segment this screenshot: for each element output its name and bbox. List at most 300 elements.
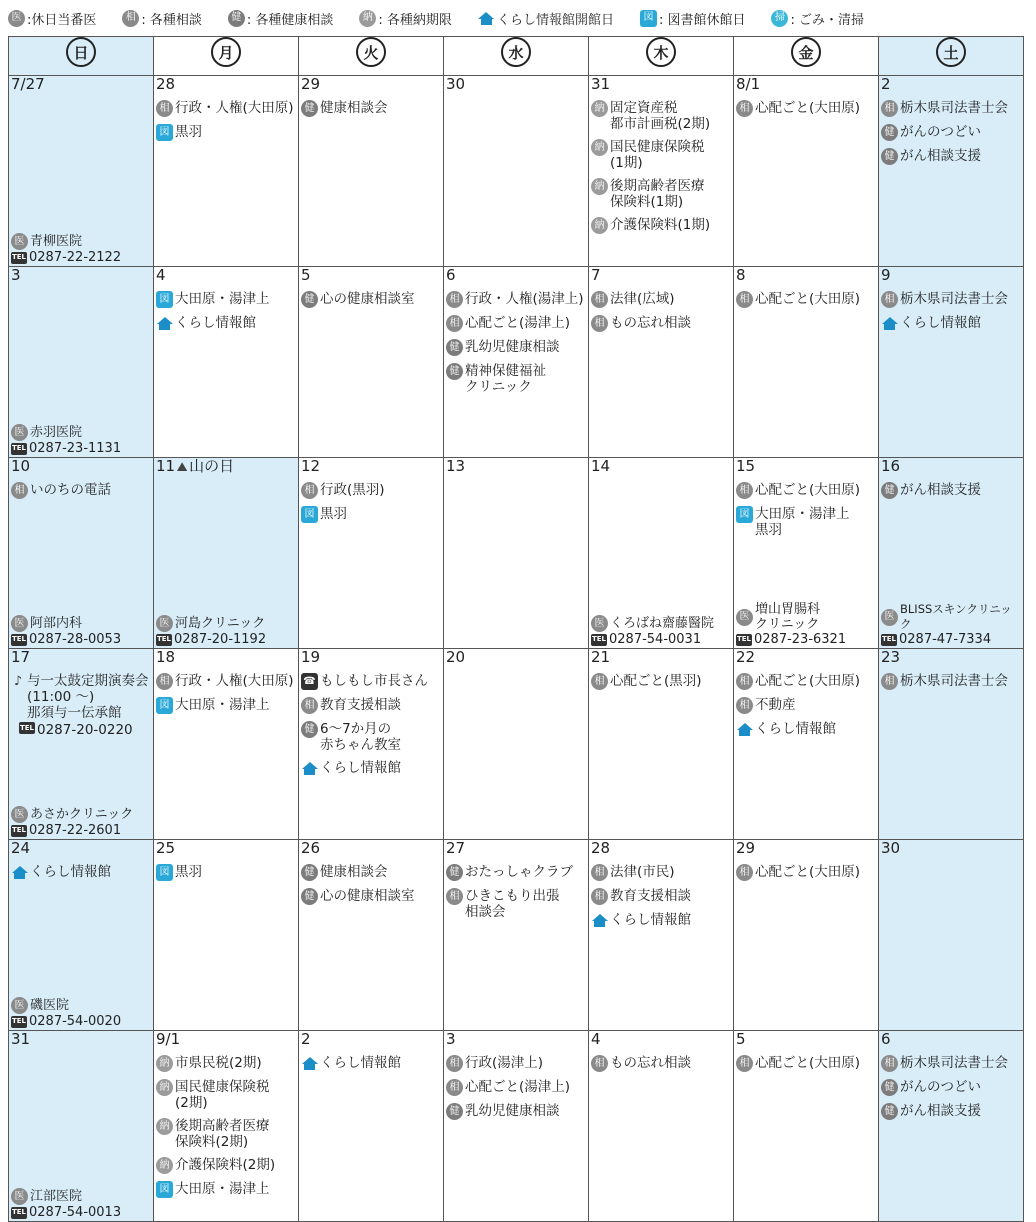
event-item (734, 721, 878, 738)
event-text: 健康相談会 (320, 100, 388, 116)
event-text: 市県民税(2期) (175, 1055, 262, 1071)
event-item (734, 291, 878, 308)
day-cell (879, 1031, 1024, 1222)
event-item (154, 291, 298, 308)
day-number (879, 76, 1023, 93)
weekday-label: 月 (211, 37, 241, 67)
tosho-icon: 図 (640, 10, 657, 27)
nou-icon: 納 (156, 1079, 173, 1096)
date-label: 4 (156, 266, 166, 284)
sou-icon: 相 (446, 1055, 463, 1072)
ken-icon: 健 (881, 124, 898, 141)
kurashi-icon (301, 760, 318, 777)
day-cell (589, 76, 734, 267)
event-text: 大田原・湯津上 (175, 697, 270, 713)
nou-icon: 納 (156, 1118, 173, 1135)
event-item (299, 673, 443, 690)
nou-icon: 納 (156, 1055, 173, 1072)
event-item (299, 697, 443, 714)
kurashi-icon (881, 315, 898, 332)
event-text: 6〜7か月の 赤ちゃん教室 (320, 721, 401, 753)
event-item (444, 315, 588, 332)
clinic-tel: 0287-28-0053 (29, 632, 122, 647)
day-cell (444, 458, 589, 649)
day-cell (734, 458, 879, 649)
event-text: がん相談支援 (900, 482, 981, 498)
sou-icon: 相 (446, 888, 463, 905)
day-number (734, 1031, 878, 1048)
clinic-name: 河島クリニック (175, 616, 266, 631)
day-number (444, 649, 588, 666)
ido-icon: 医 (156, 615, 173, 632)
clinic-name: 赤羽医院 (30, 425, 83, 440)
weekday-label: 火 (356, 37, 386, 67)
legend-label: : 各種納期限 (378, 12, 452, 28)
date-label: 30 (446, 75, 466, 93)
day-number (299, 76, 443, 93)
ido-icon: 医 (591, 615, 608, 632)
event-item (154, 697, 298, 714)
day-number (589, 1031, 733, 1048)
date-label: 17 (11, 648, 31, 666)
date-label: 29 (736, 839, 756, 857)
clinic-tel: 0287-47-7334 (899, 632, 992, 647)
sou-icon: 相 (301, 697, 318, 714)
event-item (299, 291, 443, 308)
sou-icon: 相 (881, 291, 898, 308)
ken-icon: 健 (446, 1103, 463, 1120)
tel-icon: TEL (11, 252, 27, 264)
tel-icon: TEL (881, 634, 897, 646)
event-item (879, 1079, 1023, 1096)
day-number (299, 458, 443, 475)
week-row (9, 649, 1024, 840)
ido-icon: 医 (11, 1188, 28, 1205)
duty-clinic (881, 602, 1023, 647)
tel-icon: TEL (156, 634, 172, 646)
event-text: もの忘れ相談 (610, 1055, 691, 1071)
kurashi-icon (11, 864, 28, 881)
event-item (589, 100, 733, 132)
event-item (589, 864, 733, 881)
sou-icon: 相 (446, 291, 463, 308)
clinic-name: BLISSスキンクリニック (900, 602, 1012, 631)
week-row (9, 267, 1024, 458)
event-item (589, 291, 733, 308)
date-label: 12 (301, 457, 321, 475)
event-item (154, 1055, 298, 1072)
event-item (734, 100, 878, 117)
clinic-tel: 0287-54-0020 (29, 1014, 122, 1029)
event-text: 心の健康相談室 (320, 291, 415, 307)
event-item (154, 1181, 298, 1198)
nou-icon: 納 (591, 100, 608, 117)
date-label: 19 (301, 648, 321, 666)
tosho-icon: 図 (156, 1181, 173, 1198)
date-label: 20 (446, 648, 466, 666)
event-item (154, 864, 298, 881)
day-cell (879, 458, 1024, 649)
tel-icon: TEL (591, 634, 607, 646)
event-item (734, 673, 878, 690)
date-label: 4 (591, 1030, 601, 1048)
day-number (444, 1031, 588, 1048)
date-label: 27 (446, 839, 466, 857)
week-row (9, 458, 1024, 649)
day-cell (9, 1031, 154, 1222)
date-label: 31 (591, 75, 611, 93)
event-item (444, 888, 588, 920)
day-cell (879, 267, 1024, 458)
sou-icon: 相 (736, 100, 753, 117)
day-number (734, 267, 878, 284)
date-label: 14 (591, 457, 611, 475)
day-cell (589, 458, 734, 649)
mountain-icon: ⛰ (176, 460, 188, 475)
event-text: 乳幼児健康相談 (465, 1103, 560, 1119)
date-label: 28 (156, 75, 176, 93)
day-number (879, 840, 1023, 857)
duty-clinic (11, 1188, 121, 1220)
date-label: 2 (301, 1030, 311, 1048)
date-label: 26 (301, 839, 321, 857)
legend-label: : 各種相談 (141, 12, 202, 28)
event-item (734, 1055, 878, 1072)
day-number (879, 649, 1023, 666)
event-item (299, 721, 443, 753)
date-label: 31 (11, 1030, 31, 1048)
weekday-label: 水 (501, 37, 531, 67)
weekday-header-row (9, 37, 1024, 76)
duty-clinic (156, 615, 266, 647)
day-cell (9, 458, 154, 649)
event-item (879, 1055, 1023, 1072)
event-item (9, 864, 153, 881)
sou-icon: 相 (591, 291, 608, 308)
day-number (734, 649, 878, 666)
event-item (444, 339, 588, 356)
sou-icon: 相 (881, 100, 898, 117)
event-item (589, 217, 733, 234)
date-label: 24 (11, 839, 31, 857)
date-label: 6 (881, 1030, 891, 1048)
event-item (154, 673, 298, 690)
sou-icon: 相 (156, 100, 173, 117)
event-item (299, 506, 443, 523)
day-cell (9, 649, 154, 840)
day-cell (734, 649, 879, 840)
date-label: 5 (301, 266, 311, 284)
date-label: 3 (11, 266, 21, 284)
day-number (299, 1031, 443, 1048)
day-number (734, 840, 878, 857)
event-text: がん相談支援 (900, 148, 981, 164)
day-number (879, 267, 1023, 284)
legend-label: : ごみ・清掃 (790, 12, 864, 28)
event-item (154, 124, 298, 141)
day-number (9, 649, 153, 666)
day-cell (879, 840, 1024, 1031)
day-number (879, 1031, 1023, 1048)
ken-icon: 健 (301, 100, 318, 117)
day-cell (879, 649, 1024, 840)
event-text: 心配ごと(湯津上) (465, 315, 571, 331)
event-text: もしもし市長さん (320, 673, 428, 689)
event-item (9, 673, 153, 721)
event-text: がんのつどい (900, 124, 981, 140)
day-cell (299, 267, 444, 458)
event-item (879, 148, 1023, 165)
day-number (9, 840, 153, 857)
day-number (734, 76, 878, 93)
tel-icon: TEL (19, 722, 35, 734)
event-item (879, 100, 1023, 117)
day-cell (444, 649, 589, 840)
day-cell (444, 1031, 589, 1222)
day-cell (9, 76, 154, 267)
ido-icon: 医 (881, 609, 898, 626)
event-item (444, 363, 588, 395)
clinic-tel: 0287-23-1131 (29, 441, 122, 456)
weekday-header (734, 37, 879, 76)
duty-clinic (591, 615, 714, 647)
event-item (879, 673, 1023, 690)
day-number (589, 840, 733, 857)
ken-icon: 健 (881, 482, 898, 499)
event-text: くらし情報館 (900, 315, 981, 331)
event-text: 黒羽 (175, 864, 202, 880)
event-text: ひきこもり出張 相談会 (465, 888, 560, 920)
event-text: 黒羽 (320, 506, 347, 522)
clinic-tel: 0287-54-0013 (29, 1205, 122, 1220)
event-text: 栃木県司法書士会 (900, 1055, 1008, 1071)
event-item (299, 482, 443, 499)
event-text: 固定資産税 都市計画税(2期) (610, 100, 711, 132)
event-tel (9, 722, 153, 738)
event-text: 栃木県司法書士会 (900, 291, 1008, 307)
event-text: 大田原・湯津上 (175, 291, 270, 307)
ken-icon: 健 (881, 1103, 898, 1120)
ken-icon: 健 (301, 721, 318, 738)
duty-clinic (11, 233, 121, 265)
ido-icon: 医 (11, 424, 28, 441)
day-number (444, 458, 588, 475)
event-text: 心配ごと(大田原) (755, 100, 861, 116)
event-text: 教育支援相談 (320, 697, 401, 713)
event-item (154, 315, 298, 332)
sou-icon: 相 (591, 864, 608, 881)
day-cell (154, 267, 299, 458)
legend-item (122, 9, 202, 28)
event-text: 栃木県司法書士会 (900, 673, 1008, 689)
day-cell (9, 840, 154, 1031)
tosho-icon: 図 (156, 124, 173, 141)
day-cell (589, 649, 734, 840)
event-text: 教育支援相談 (610, 888, 691, 904)
event-text: 後期高齢者医療 保険料(1期) (610, 178, 705, 210)
event-text: くらし情報館 (320, 1055, 401, 1071)
day-cell (589, 267, 734, 458)
day-number (299, 267, 443, 284)
week-row (9, 76, 1024, 267)
event-text: 行政・人権(大田原) (175, 100, 294, 116)
event-item (879, 1103, 1023, 1120)
date-label: 29 (301, 75, 321, 93)
event-text: くらし情報館 (755, 721, 836, 737)
legend-item (228, 9, 334, 28)
date-label: 2 (881, 75, 891, 93)
duty-clinic (11, 806, 133, 838)
sou-icon: 相 (156, 673, 173, 690)
date-label: 16 (881, 457, 901, 475)
legend-item (771, 9, 864, 28)
day-cell (154, 649, 299, 840)
clinic-name: 磯医院 (30, 998, 70, 1013)
day-cell (734, 1031, 879, 1222)
event-text: 心配ごと(大田原) (755, 864, 861, 880)
day-number (589, 458, 733, 475)
event-item (589, 139, 733, 171)
day-number (299, 840, 443, 857)
day-number (589, 649, 733, 666)
date-label: 25 (156, 839, 176, 857)
date-label: 9 (881, 266, 891, 284)
day-number (589, 76, 733, 93)
day-cell (734, 267, 879, 458)
sou-icon: 相 (736, 864, 753, 881)
event-text: 介護保険料(1期) (610, 217, 711, 233)
clinic-name: 青柳医院 (30, 234, 83, 249)
date-label: 7 (591, 266, 601, 284)
day-number (9, 267, 153, 284)
legend (0, 0, 1036, 36)
date-label: 30 (881, 839, 901, 857)
event-item (589, 673, 733, 690)
day-cell (299, 840, 444, 1031)
day-number (299, 649, 443, 666)
legend-label: くらし情報館開館日 (496, 12, 614, 28)
tosho-icon: 図 (156, 697, 173, 714)
duty-clinic (11, 615, 121, 647)
event-item (444, 1103, 588, 1120)
phone-icon: ☎ (301, 673, 318, 690)
event-item (154, 1118, 298, 1150)
event-item (879, 124, 1023, 141)
day-number (9, 1031, 153, 1048)
ken-icon: 健 (446, 339, 463, 356)
event-tel-number: 0287-20-0220 (37, 722, 133, 738)
event-item (589, 912, 733, 929)
day-cell (444, 267, 589, 458)
ido-icon: 医 (736, 609, 753, 626)
event-text: くらし情報館 (610, 912, 691, 928)
kurashi-icon (301, 1055, 318, 1072)
event-item (734, 697, 878, 714)
calendar-table (8, 36, 1024, 1222)
tosho-icon: 図 (736, 506, 753, 523)
event-text: 国民健康保険税 (2期) (175, 1079, 270, 1111)
event-item (444, 1055, 588, 1072)
event-text: がん相談支援 (900, 1103, 981, 1119)
weekday-label: 金 (791, 37, 821, 67)
legend-label: :休日当番医 (27, 12, 97, 28)
date-label: 11 (156, 457, 176, 475)
ido-icon: 医 (11, 615, 28, 632)
event-item (444, 864, 588, 881)
day-number (444, 840, 588, 857)
gomi-icon: 掃 (771, 10, 788, 27)
date-label: 21 (591, 648, 611, 666)
event-item (299, 888, 443, 905)
clinic-tel: 0287-20-1192 (174, 632, 267, 647)
day-cell (299, 1031, 444, 1222)
kurashi-icon (478, 10, 495, 27)
day-number (734, 458, 878, 475)
event-text: 行政(湯津上) (465, 1055, 544, 1071)
date-label: 8 (736, 266, 746, 284)
event-text: 国民健康保険税 (1期) (610, 139, 705, 171)
event-text: もの忘れ相談 (610, 315, 691, 331)
event-item (299, 864, 443, 881)
day-number (879, 458, 1023, 475)
event-text: 与一太鼓定期演奏会 (11:00 〜) 那須与一伝承館 (27, 673, 149, 721)
event-text: 心配ごと(大田原) (755, 291, 861, 307)
event-item (734, 482, 878, 499)
event-item (299, 100, 443, 117)
duty-clinic (736, 602, 846, 647)
event-text: 行政(黒羽) (320, 482, 385, 498)
sou-icon: 相 (122, 10, 139, 27)
day-cell (154, 76, 299, 267)
ido-icon: 医 (11, 806, 28, 823)
day-number (154, 649, 298, 666)
day-number (444, 76, 588, 93)
legend-item (359, 9, 452, 28)
clinic-name: あさかクリニック (30, 807, 134, 822)
date-label: 15 (736, 457, 756, 475)
nou-icon: 納 (156, 1157, 173, 1174)
day-cell (9, 267, 154, 458)
event-item (879, 291, 1023, 308)
event-text: 大田原・湯津上 (175, 1181, 270, 1197)
calendar-body (9, 76, 1024, 1222)
ken-icon: 健 (881, 148, 898, 165)
day-cell (734, 840, 879, 1031)
tel-icon: TEL (11, 1207, 27, 1219)
day-cell (299, 649, 444, 840)
event-text: くらし情報館 (30, 864, 111, 880)
day-cell (154, 458, 299, 649)
day-number (154, 458, 298, 476)
date-label: 23 (881, 648, 901, 666)
date-label: 8/1 (736, 75, 761, 93)
event-text: 乳幼児健康相談 (465, 339, 560, 355)
holiday-title: 山の日 (189, 457, 235, 475)
ken-icon: 健 (301, 864, 318, 881)
event-item (154, 1079, 298, 1111)
event-text: 心配ごと(黒羽) (610, 673, 702, 689)
tel-icon: TEL (736, 634, 752, 646)
legend-label: : 各種健康相談 (246, 12, 334, 28)
event-item (589, 888, 733, 905)
event-text: いのちの電話 (30, 482, 111, 498)
weekday-label: 木 (646, 37, 676, 67)
event-text: 黒羽 (175, 124, 202, 140)
sou-icon: 相 (11, 482, 28, 499)
clinic-name: 江部医院 (30, 1189, 83, 1204)
event-text: 法律(広域) (610, 291, 675, 307)
event-item (734, 506, 878, 538)
